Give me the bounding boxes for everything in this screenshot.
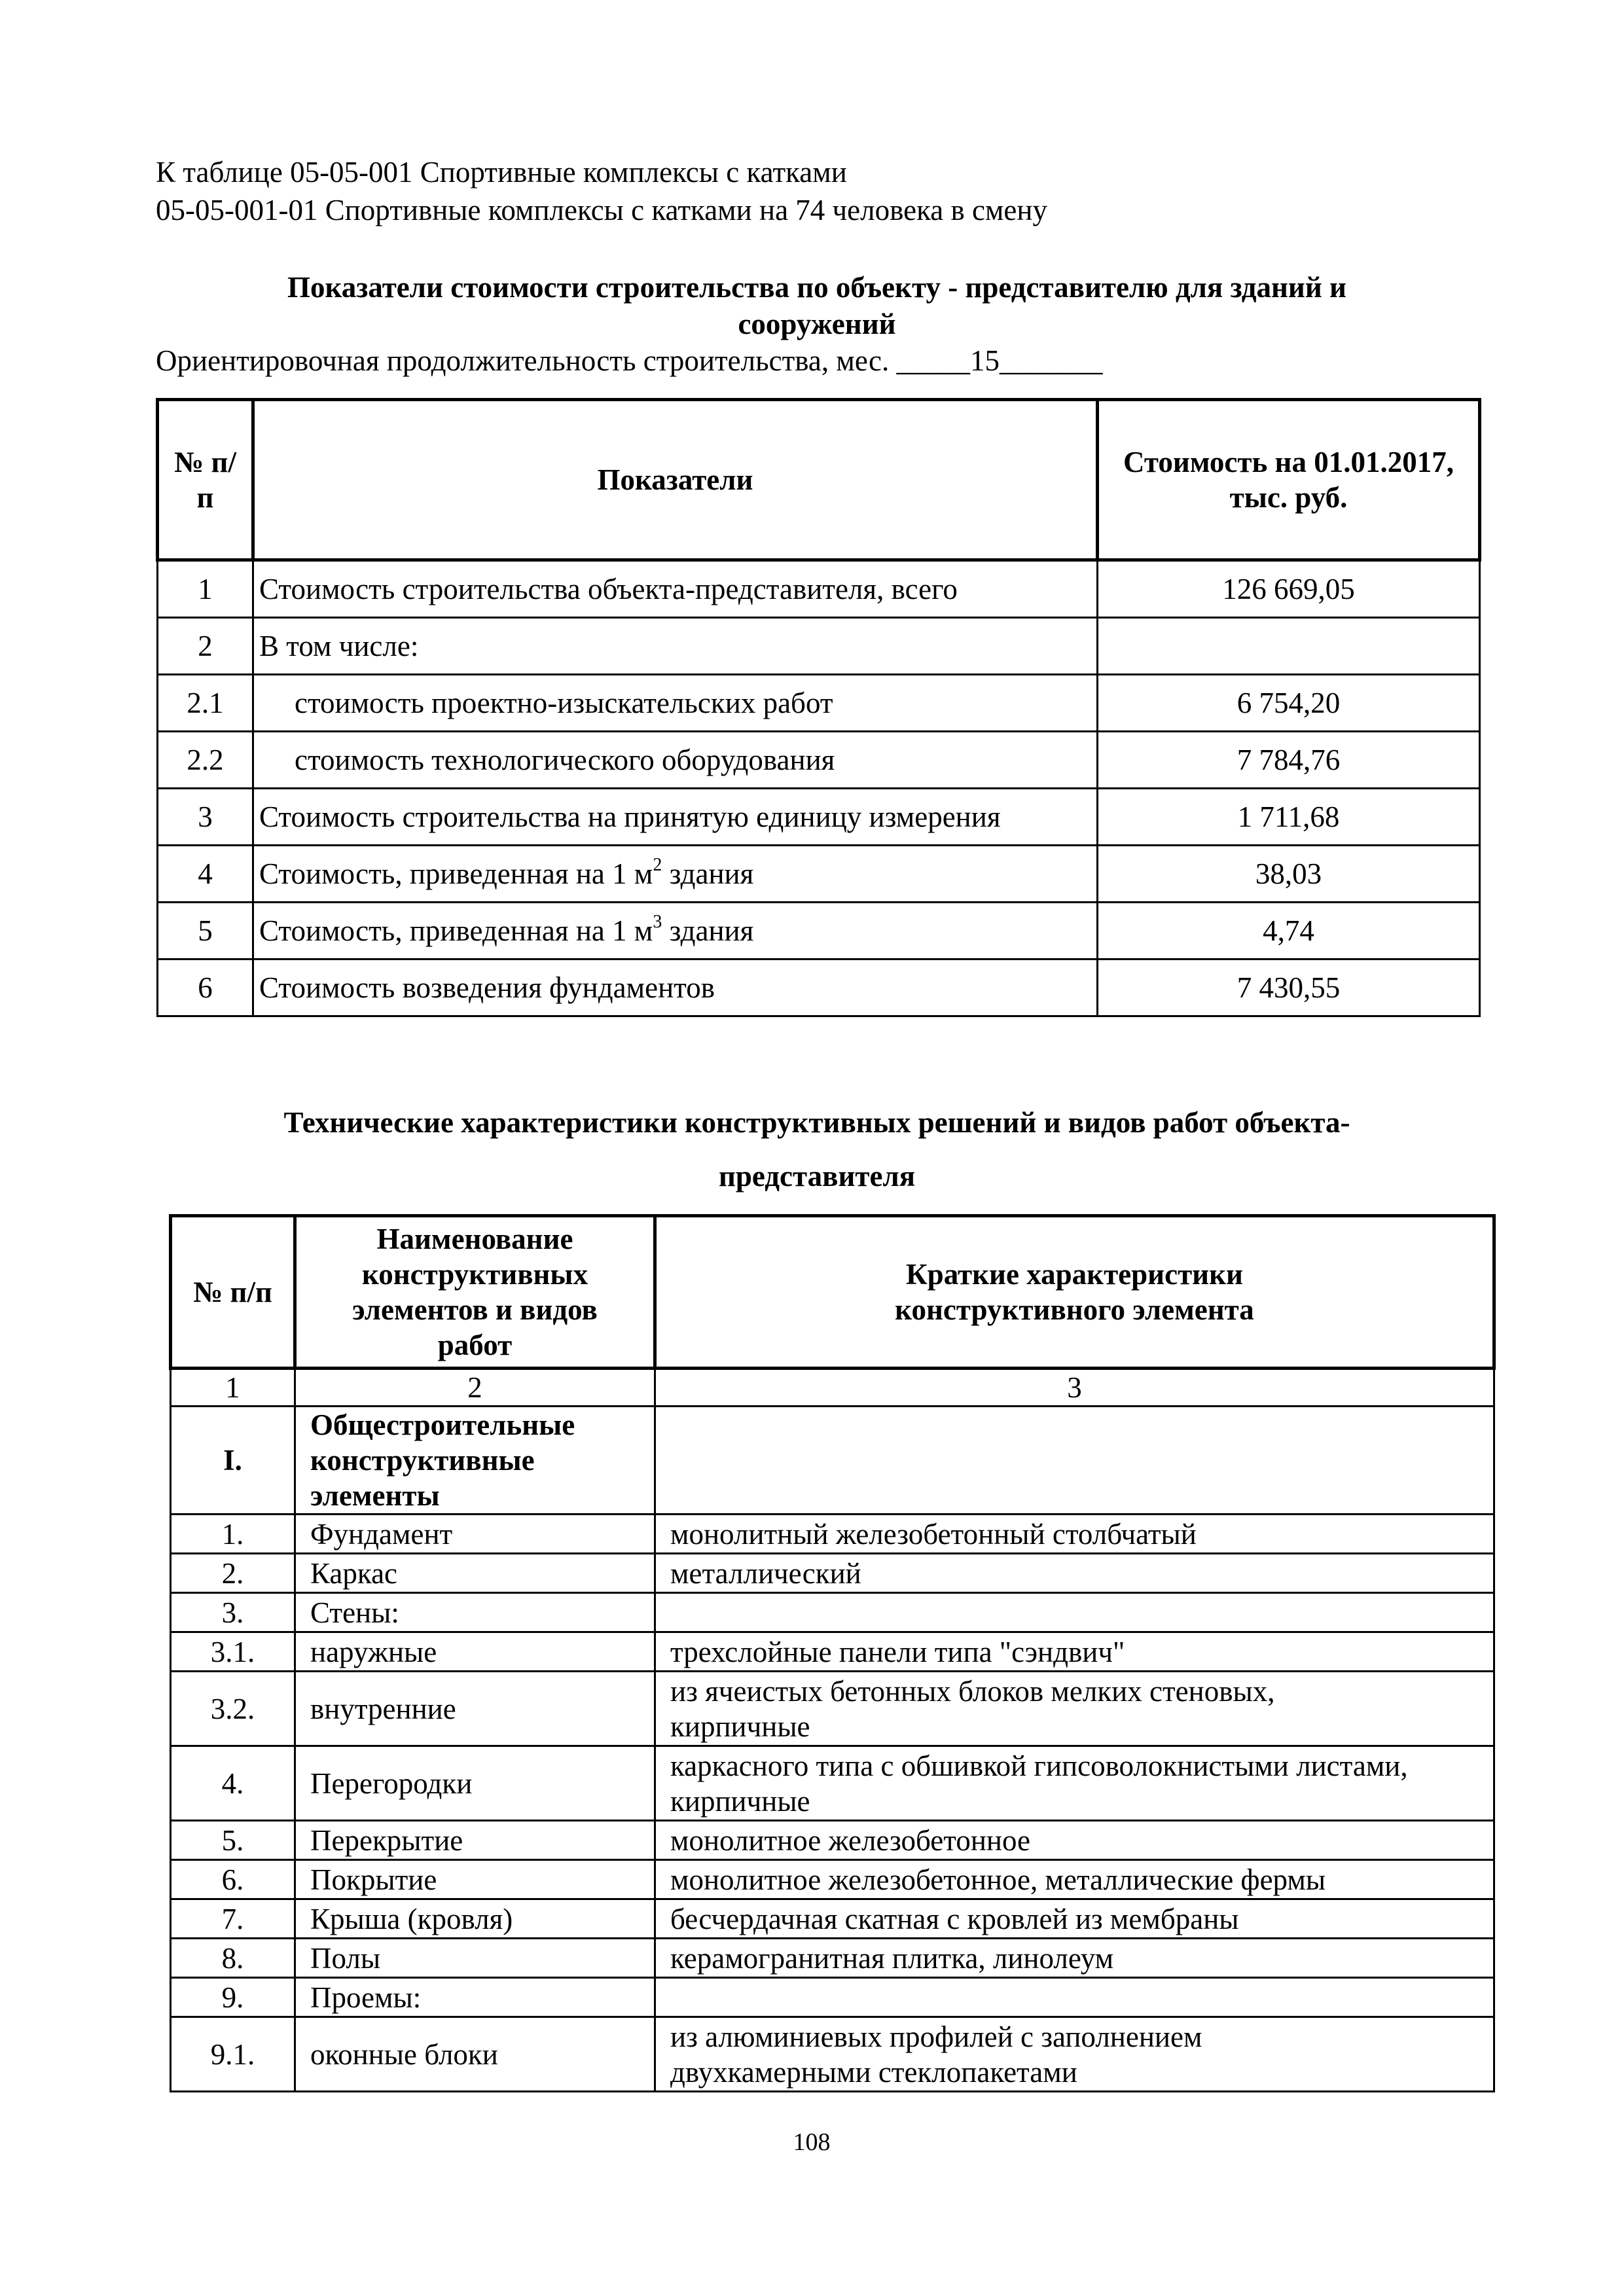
row-num: 2 bbox=[158, 618, 253, 675]
table-row bbox=[158, 846, 1480, 903]
row-value: 7 430,55 bbox=[1098, 960, 1480, 1016]
table-row bbox=[171, 1821, 1494, 1860]
row-desc: монолитный железобетонный столбчатый bbox=[655, 1515, 1494, 1554]
row-name: Покрытие bbox=[295, 1860, 655, 1899]
column-number: 1 bbox=[171, 1369, 295, 1407]
table-row bbox=[158, 960, 1480, 1016]
table-header-row bbox=[171, 1216, 1494, 1369]
table-row bbox=[171, 1939, 1494, 1978]
table-row bbox=[171, 1632, 1494, 1672]
row-name: Перекрытие bbox=[295, 1821, 655, 1860]
row-name: внутренние bbox=[295, 1672, 655, 1746]
table-row bbox=[171, 1746, 1494, 1821]
section-name: Общестроительные конструктивные элементы bbox=[295, 1407, 655, 1515]
col-header-cost: Стоимость на 01.01.2017, тыс. руб. bbox=[1098, 400, 1480, 560]
row-num: 9. bbox=[171, 1978, 295, 2017]
row-name: Стоимость строительства объекта-представителя, всего bbox=[253, 560, 1098, 618]
row-num: 6 bbox=[158, 960, 253, 1016]
row-desc: керамогранитная плитка, линолеум bbox=[655, 1939, 1494, 1978]
table-row bbox=[158, 618, 1480, 675]
row-value: 38,03 bbox=[1098, 846, 1480, 903]
section1-title-line-1: Показатели стоимости строительства по объекту - представителю для зданий и bbox=[287, 271, 1346, 304]
row-desc: монолитное железобетонное, металлические фермы bbox=[655, 1860, 1494, 1899]
row-name: Проемы: bbox=[295, 1978, 655, 2017]
row-desc: из ячеистых бетонных блоков мелких стеновых, кирпичные bbox=[655, 1672, 1494, 1746]
row-desc: металлический bbox=[655, 1554, 1494, 1593]
row-name: Стены: bbox=[295, 1593, 655, 1632]
row-value: 126 669,05 bbox=[1098, 560, 1480, 618]
row-name: стоимость технологического оборудования bbox=[253, 732, 1098, 789]
table-row bbox=[158, 732, 1480, 789]
row-num: 4. bbox=[171, 1746, 295, 1821]
row-num: 3.2. bbox=[171, 1672, 295, 1746]
page-number: 108 bbox=[793, 2128, 831, 2156]
row-desc bbox=[655, 1978, 1494, 2017]
col-header-num: № п/п bbox=[171, 1216, 295, 1369]
row-num: 1 bbox=[158, 560, 253, 618]
row-name: Полы bbox=[295, 1939, 655, 1978]
row-desc: бесчердачная скатная с кровлей из мембраны bbox=[655, 1899, 1494, 1939]
section-desc bbox=[655, 1407, 1494, 1515]
table-row bbox=[171, 1554, 1494, 1593]
row-name-text: Стоимость, приведенная на 1 м bbox=[259, 914, 653, 947]
row-desc: трехслойные панели типа "сэндвич" bbox=[655, 1632, 1494, 1672]
row-num: 3. bbox=[171, 1593, 295, 1632]
row-num: 4 bbox=[158, 846, 253, 903]
row-value: 6 754,20 bbox=[1098, 675, 1480, 732]
row-name bbox=[253, 903, 1098, 960]
row-desc: каркасного типа с обшивкой гипсоволокнистыми листами, кирпичные bbox=[655, 1746, 1494, 1821]
row-name-superscript: 3 bbox=[653, 912, 662, 932]
cost-indicators-table bbox=[156, 398, 1481, 1017]
table-row bbox=[171, 2017, 1494, 2092]
row-num: 6. bbox=[171, 1860, 295, 1899]
col-header-indicators: Показатели bbox=[253, 400, 1098, 560]
table-row bbox=[171, 1860, 1494, 1899]
col-header-num: № п/п bbox=[158, 400, 253, 560]
table-row bbox=[171, 1672, 1494, 1746]
row-value: 1 711,68 bbox=[1098, 789, 1480, 846]
row-num: 9.1. bbox=[171, 2017, 295, 2092]
section1-title-line-2: сооружений bbox=[738, 308, 896, 340]
table-row bbox=[158, 903, 1480, 960]
row-name: наружные bbox=[295, 1632, 655, 1672]
row-name-text: Стоимость, приведенная на 1 м bbox=[259, 857, 653, 890]
row-name: Каркас bbox=[295, 1554, 655, 1593]
technical-characteristics-table bbox=[169, 1214, 1496, 2092]
row-num: 5. bbox=[171, 1821, 295, 1860]
table-row bbox=[158, 560, 1480, 618]
row-name: стоимость проектно-изыскательских работ bbox=[253, 675, 1098, 732]
table-header-row bbox=[158, 400, 1480, 560]
row-value bbox=[1098, 618, 1480, 675]
row-num: 2.2 bbox=[158, 732, 253, 789]
table-row bbox=[158, 675, 1480, 732]
row-num: 3.1. bbox=[171, 1632, 295, 1672]
row-name: Фундамент bbox=[295, 1515, 655, 1554]
section2-title-line-2: представителя bbox=[718, 1160, 916, 1193]
row-name-suffix: здания bbox=[662, 857, 754, 890]
table-row bbox=[171, 1515, 1494, 1554]
row-name: В том числе: bbox=[253, 618, 1098, 675]
row-num: 3 bbox=[158, 789, 253, 846]
row-num: 1. bbox=[171, 1515, 295, 1554]
row-desc: из алюминиевых профилей с заполнением двухкамерными стеклопакетами bbox=[655, 2017, 1494, 2092]
row-name: Стоимость возведения фундаментов bbox=[253, 960, 1098, 1016]
row-num: 2. bbox=[171, 1554, 295, 1593]
table-row bbox=[171, 1899, 1494, 1939]
row-name: оконные блоки bbox=[295, 2017, 655, 2092]
row-name: Перегородки bbox=[295, 1746, 655, 1821]
column-number: 3 bbox=[655, 1369, 1494, 1407]
col-header-description: Краткие характеристики конструктивного элемента bbox=[655, 1216, 1494, 1369]
row-num: 2.1 bbox=[158, 675, 253, 732]
table-row bbox=[171, 1978, 1494, 2017]
section-row bbox=[171, 1407, 1494, 1515]
row-value: 4,74 bbox=[1098, 903, 1480, 960]
column-numbers-row bbox=[171, 1369, 1494, 1407]
row-num: 5 bbox=[158, 903, 253, 960]
section-num: I. bbox=[171, 1407, 295, 1515]
column-number: 2 bbox=[295, 1369, 655, 1407]
row-name: Крыша (кровля) bbox=[295, 1899, 655, 1939]
row-desc bbox=[655, 1593, 1494, 1632]
construction-duration: Ориентировочная продолжительность строительства, мес. _____15_______ bbox=[156, 344, 1103, 377]
row-num: 8. bbox=[171, 1939, 295, 1978]
row-name: Стоимость строительства на принятую единицу измерения bbox=[253, 789, 1098, 846]
row-name-superscript: 2 bbox=[653, 855, 662, 875]
table-row bbox=[171, 1593, 1494, 1632]
row-value: 7 784,76 bbox=[1098, 732, 1480, 789]
col-header-element-name: Наименование конструктивных элементов и видов работ bbox=[295, 1216, 655, 1369]
row-num: 7. bbox=[171, 1899, 295, 1939]
row-name bbox=[253, 846, 1098, 903]
row-name-suffix: здания bbox=[662, 914, 754, 947]
header-line-2: 05-05-001-01 Спортивные комплексы с катками на 74 человека в смену bbox=[156, 194, 1047, 226]
table-row bbox=[158, 789, 1480, 846]
section2-title-line-1: Технические характеристики конструктивных решений и видов работ объекта- bbox=[283, 1106, 1350, 1139]
header-line-1: К таблице 05-05-001 Спортивные комплексы с катками bbox=[156, 156, 847, 188]
row-desc: монолитное железобетонное bbox=[655, 1821, 1494, 1860]
